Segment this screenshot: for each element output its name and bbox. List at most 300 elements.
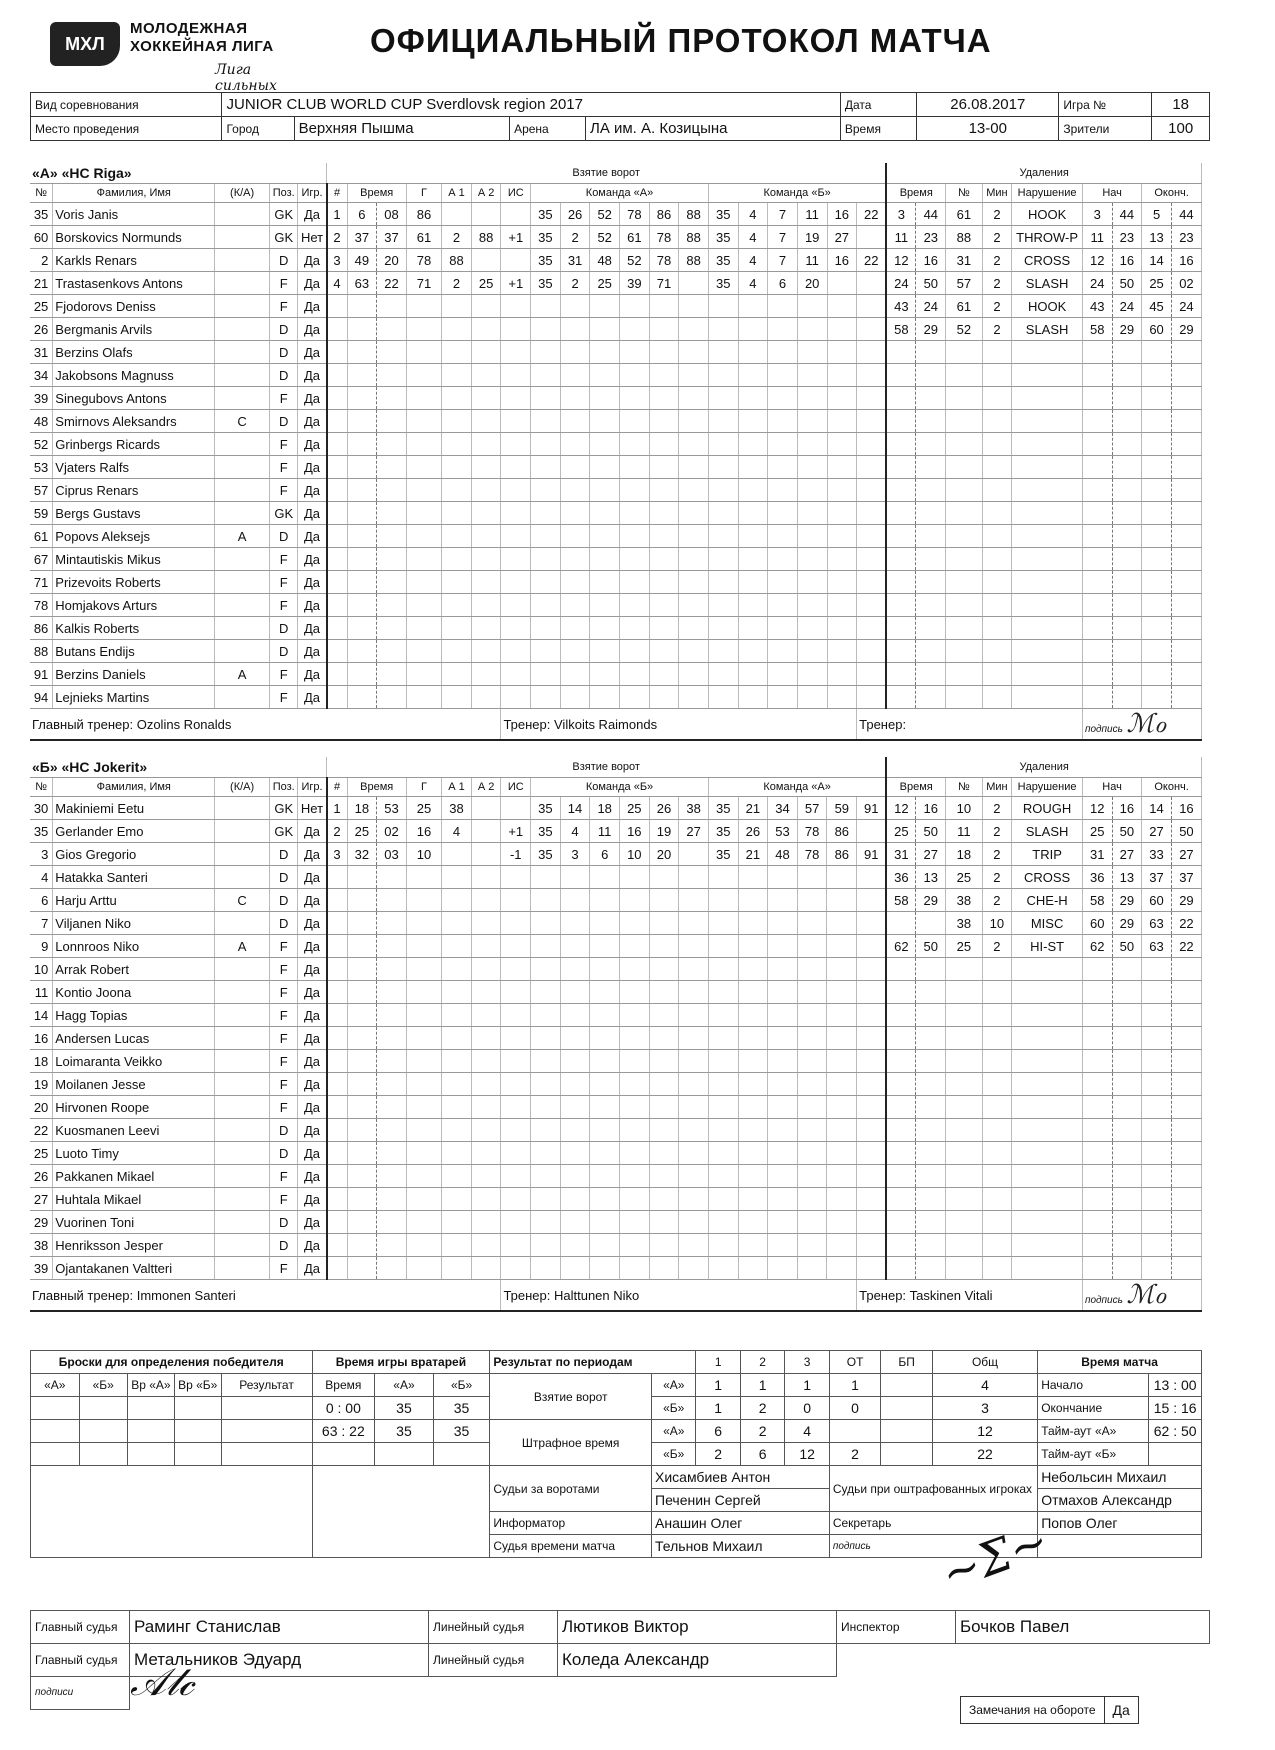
pen-player: 10 <box>946 797 982 820</box>
player-position: F <box>269 663 298 686</box>
pen-violation: CROSS <box>1012 866 1083 889</box>
ref2-label: Главный судья <box>31 1644 130 1677</box>
goals-a-p3: 1 <box>785 1374 829 1397</box>
player-plays: Да <box>298 1119 327 1142</box>
pen-minute: 24 <box>886 272 916 295</box>
pen-start-sec: 27 <box>1112 843 1142 866</box>
player-captain: C <box>215 889 270 912</box>
player-name: Popovs Aleksejs <box>53 525 215 548</box>
goal-minute: 6 <box>347 203 377 226</box>
city: Верхняя Пышма <box>294 117 510 141</box>
player-plays: Да <box>298 364 327 387</box>
col-plays: Игр. <box>298 778 327 797</box>
player-row <box>30 663 1202 686</box>
on-ice-a: 52 <box>620 249 650 272</box>
ref-sign-label: подписи <box>31 1677 130 1710</box>
gk-col-time: Время <box>312 1374 375 1397</box>
linesman1-label: Линейный судья <box>429 1611 558 1644</box>
player-captain <box>215 249 270 272</box>
goal-minute: 18 <box>347 797 377 820</box>
goal-assist-1: 4 <box>442 820 472 843</box>
notes-box <box>960 1696 1139 1724</box>
player-number: 34 <box>30 364 53 387</box>
pen-end-sec: 16 <box>1171 797 1201 820</box>
on-ice-a: 27 <box>679 820 709 843</box>
goal-situation: +1 <box>501 820 531 843</box>
player-position: F <box>269 1027 298 1050</box>
pen-end-min: 60 <box>1142 318 1172 341</box>
pen-end-min: 14 <box>1142 249 1172 272</box>
on-ice-b: 91 <box>857 797 887 820</box>
player-position: D <box>269 341 298 364</box>
player-name: Huhtala Mikael <box>53 1188 215 1211</box>
player-name: Henriksson Jesper <box>53 1234 215 1257</box>
pen-minutes: 10 <box>982 912 1012 935</box>
pim-a-p1: 6 <box>696 1420 740 1443</box>
pen-minutes: 2 <box>982 272 1012 295</box>
pen-second: 23 <box>916 226 946 249</box>
player-number: 30 <box>30 797 53 820</box>
col-name: Фамилия, Имя <box>53 184 215 203</box>
player-position: GK <box>269 226 298 249</box>
col-pen-start: Нач <box>1082 184 1141 203</box>
on-ice-b: 86 <box>827 843 857 866</box>
on-ice-a: 11 <box>590 820 620 843</box>
goal-minute: 63 <box>347 272 377 295</box>
player-position: F <box>269 1165 298 1188</box>
on-ice-a: 88 <box>679 249 709 272</box>
goals-team-b: «Б» <box>652 1397 696 1420</box>
coach-2-label: Тренер: <box>859 1287 907 1303</box>
goal-assist-1: 38 <box>442 797 472 820</box>
pim-label: Штрафное время <box>490 1420 652 1466</box>
player-name: Berzins Daniels <box>53 663 215 686</box>
pen-end-min: 37 <box>1142 866 1172 889</box>
timeout-a-label: Тайм-аут «А» <box>1038 1420 1149 1443</box>
player-position: F <box>269 935 298 958</box>
start-time: 13-00 <box>917 117 1059 141</box>
col-on-ice-a: Команда «А» <box>531 184 709 203</box>
pen-end-min: 14 <box>1142 797 1172 820</box>
on-ice-b: 35 <box>708 203 738 226</box>
player-number: 9 <box>30 935 53 958</box>
player-number: 71 <box>30 571 53 594</box>
on-ice-b <box>857 272 887 295</box>
pim-b-p1: 2 <box>696 1443 740 1466</box>
pen-end-sec: 37 <box>1171 866 1201 889</box>
player-position: F <box>269 594 298 617</box>
player-captain <box>215 203 270 226</box>
player-position: D <box>269 249 298 272</box>
player-captain <box>215 295 270 318</box>
player-name: Makiniemi Eetu <box>53 797 215 820</box>
pen-start-sec: 50 <box>1112 820 1142 843</box>
on-ice-b: 4 <box>738 226 768 249</box>
player-position: GK <box>269 820 298 843</box>
player-plays: Да <box>298 1004 327 1027</box>
match-info-table <box>30 92 1210 141</box>
venue-label: Место проведения <box>31 117 222 141</box>
player-number: 10 <box>30 958 53 981</box>
gk-col-b: «Б» <box>433 1374 490 1397</box>
player-row <box>30 1073 1202 1096</box>
player-plays: Да <box>298 1257 327 1280</box>
player-plays: Да <box>298 548 327 571</box>
goals-b-p3: 0 <box>785 1397 829 1420</box>
player-name: Kuosmanen Leevi <box>53 1119 215 1142</box>
on-ice-a: 35 <box>531 820 561 843</box>
on-ice-b: 78 <box>797 843 827 866</box>
player-name: Lonnroos Niko <box>53 935 215 958</box>
player-number: 67 <box>30 548 53 571</box>
player-row <box>30 387 1202 410</box>
player-captain: C <box>215 410 270 433</box>
pen-start-min: 24 <box>1082 272 1112 295</box>
pen-minute <box>886 912 916 935</box>
player-number: 20 <box>30 1096 53 1119</box>
goal-number: 3 <box>327 843 348 866</box>
coach-signature: ℳℴ <box>1126 1280 1167 1310</box>
coach-2: Taskinen Vitali <box>909 1287 993 1303</box>
pen-start-min: 12 <box>1082 797 1112 820</box>
player-plays: Нет <box>298 797 327 820</box>
on-ice-b <box>857 820 887 843</box>
col-ka: (К/А) <box>215 184 270 203</box>
on-ice-b: 19 <box>797 226 827 249</box>
col-a2: А 2 <box>471 778 501 797</box>
player-name: Kalkis Roberts <box>53 617 215 640</box>
match-time-label: Время матча <box>1038 1351 1202 1374</box>
pen-second <box>916 912 946 935</box>
player-number: 31 <box>30 341 53 364</box>
head-coach-label: Главный тренер: <box>32 1287 134 1303</box>
gk2-sec: 22 <box>349 1423 365 1439</box>
player-row <box>30 1188 1202 1211</box>
on-ice-b: 21 <box>738 843 768 866</box>
player-number: 91 <box>30 663 53 686</box>
pen-minutes: 2 <box>982 249 1012 272</box>
pen-violation: SLASH <box>1012 318 1083 341</box>
player-row <box>30 843 1202 866</box>
pen-violation: HI-ST <box>1012 935 1083 958</box>
referee-signature: 𝒜𝓁𝒸 <box>130 1660 194 1704</box>
on-ice-a: 35 <box>531 843 561 866</box>
pen-start-min: 62 <box>1082 935 1112 958</box>
col-no: № <box>30 184 53 203</box>
penalties-header: Удаления <box>886 163 1201 184</box>
player-plays: Да <box>298 686 327 709</box>
player-name: Fjodorovs Deniss <box>53 295 215 318</box>
linesman2-label: Линейный судья <box>429 1644 558 1677</box>
player-name: Lejnieks Martins <box>53 686 215 709</box>
pen-start-sec: 50 <box>1112 935 1142 958</box>
sign-label: подпись <box>1084 724 1123 735</box>
goal-minute: 32 <box>347 843 377 866</box>
player-captain <box>215 640 270 663</box>
pen-player: 25 <box>946 935 982 958</box>
goals-a-p2: 1 <box>740 1374 784 1397</box>
player-row <box>30 341 1202 364</box>
player-row <box>30 456 1202 479</box>
coach-1-label: Тренер: <box>503 1287 551 1303</box>
linesman-2: Коледа Александр <box>558 1644 837 1677</box>
goal-judges-label: Судьи за воротами <box>490 1466 652 1512</box>
player-plays: Да <box>298 272 327 295</box>
coach-1: Halttunen Niko <box>553 1287 640 1303</box>
goals-team-a: «А» <box>652 1374 696 1397</box>
game-no: 18 <box>1152 93 1210 117</box>
player-name: Hirvonen Roope <box>53 1096 215 1119</box>
pim-a-so <box>881 1420 933 1443</box>
goal-minute: 37 <box>347 226 377 249</box>
player-captain: A <box>215 663 270 686</box>
col-pen-no: № <box>946 778 982 797</box>
player-number: 86 <box>30 617 53 640</box>
player-row <box>30 1142 1202 1165</box>
goal-assist-2: 88 <box>471 226 501 249</box>
on-ice-b: 35 <box>708 249 738 272</box>
col-name: Фамилия, Имя <box>53 778 215 797</box>
player-number: 78 <box>30 594 53 617</box>
timekeeper-label: Судья времени матча <box>490 1535 652 1558</box>
pen-violation: MISC <box>1012 912 1083 935</box>
on-ice-b: 35 <box>708 820 738 843</box>
arena-label: Арена <box>510 117 586 141</box>
period-1: 1 <box>696 1351 740 1374</box>
pim-a-total: 12 <box>932 1420 1037 1443</box>
referee-2: Метальников Эдуард <box>130 1644 429 1677</box>
start-min: 13 <box>1153 1377 1170 1393</box>
player-plays: Да <box>298 410 327 433</box>
player-name: Mintautiskis Mikus <box>53 548 215 571</box>
on-ice-a: 35 <box>531 203 561 226</box>
player-position: D <box>269 617 298 640</box>
game-label: Игра № <box>1059 93 1152 117</box>
player-row <box>30 1165 1202 1188</box>
pen-start-sec: 29 <box>1112 889 1142 912</box>
secretary: Попов Олег <box>1038 1512 1202 1535</box>
player-position: GK <box>269 502 298 525</box>
player-name: Jakobsons Magnuss <box>53 364 215 387</box>
player-plays: Да <box>298 502 327 525</box>
pim-b-ot: 2 <box>829 1443 881 1466</box>
ref1-label: Главный судья <box>31 1611 130 1644</box>
col-time: Время <box>347 778 406 797</box>
player-number: 59 <box>30 502 53 525</box>
referee-1: Раминг Станислав <box>130 1611 429 1644</box>
linesman-1: Лютиков Виктор <box>558 1611 837 1644</box>
pen-minute: 62 <box>886 935 916 958</box>
goals-a-total: 4 <box>932 1374 1037 1397</box>
on-ice-a: 35 <box>531 272 561 295</box>
player-captain <box>215 1234 270 1257</box>
coach-1-label: Тренер: <box>503 716 551 732</box>
player-captain <box>215 548 270 571</box>
periods-label: Результат по периодам <box>490 1351 696 1374</box>
col-pen-min: Мин <box>982 778 1012 797</box>
goal-judge-1: Хисамбиев Антон <box>652 1466 830 1489</box>
goal-second: 08 <box>377 203 407 226</box>
player-plays: Да <box>298 571 327 594</box>
player-row <box>30 958 1202 981</box>
date: 26.08.2017 <box>917 93 1059 117</box>
col-pen-end: Оконч. <box>1142 184 1202 203</box>
pen-start-min: 36 <box>1082 866 1112 889</box>
pen-end-sec: 16 <box>1171 249 1201 272</box>
player-row <box>30 594 1202 617</box>
goal-second: 53 <box>377 797 407 820</box>
pim-a-p3: 4 <box>785 1420 829 1443</box>
player-position: D <box>269 1119 298 1142</box>
col-a1: А 1 <box>442 778 472 797</box>
player-position: F <box>269 1073 298 1096</box>
player-plays: Да <box>298 617 327 640</box>
player-name: Andersen Lucas <box>53 1027 215 1050</box>
player-row <box>30 640 1202 663</box>
player-captain <box>215 866 270 889</box>
player-position: F <box>269 1188 298 1211</box>
player-name: Gerlander Emo <box>53 820 215 843</box>
so-col-gkb: Вр «Б» <box>174 1374 221 1397</box>
pen-end-min: 13 <box>1142 226 1172 249</box>
pen-violation: HOOK <box>1012 203 1083 226</box>
goal-second: 20 <box>377 249 407 272</box>
period-total: Общ <box>932 1351 1037 1374</box>
pen-player: 88 <box>946 226 982 249</box>
pen-end-sec: 24 <box>1171 295 1201 318</box>
pen-violation: SLASH <box>1012 272 1083 295</box>
player-row <box>30 935 1202 958</box>
player-number: 3 <box>30 843 53 866</box>
period-3: 3 <box>785 1351 829 1374</box>
on-ice-b <box>827 272 857 295</box>
notes-label: Замечания на обороте <box>961 1697 1105 1724</box>
player-row <box>30 1050 1202 1073</box>
pen-minutes: 2 <box>982 820 1012 843</box>
goal-number: 4 <box>327 272 348 295</box>
player-plays: Да <box>298 820 327 843</box>
col-pen-start: Нач <box>1082 778 1141 797</box>
player-captain <box>215 981 270 1004</box>
pen-end-min: 63 <box>1142 935 1172 958</box>
player-name: Borskovics Normunds <box>53 226 215 249</box>
player-row <box>30 912 1202 935</box>
player-row <box>30 1119 1202 1142</box>
pen-violation: CHE-H <box>1012 889 1083 912</box>
player-number: 2 <box>30 249 53 272</box>
player-name: Bergs Gustavs <box>53 502 215 525</box>
player-captain <box>215 1050 270 1073</box>
on-ice-a: 19 <box>649 820 679 843</box>
player-captain <box>215 594 270 617</box>
player-number: 6 <box>30 889 53 912</box>
pen-start-sec: 13 <box>1112 866 1142 889</box>
player-plays: Да <box>298 663 327 686</box>
player-plays: Да <box>298 203 327 226</box>
pen-end-sec: 29 <box>1171 318 1201 341</box>
timeout-b-label: Тайм-аут «Б» <box>1038 1443 1149 1466</box>
goal-assist-1: 2 <box>442 226 472 249</box>
pen-player: 11 <box>946 820 982 843</box>
col-is: ИС <box>501 778 531 797</box>
pim-a-p2: 2 <box>740 1420 784 1443</box>
on-ice-b: 26 <box>738 820 768 843</box>
goal-minute: 49 <box>347 249 377 272</box>
player-captain <box>215 502 270 525</box>
on-ice-b: 35 <box>708 272 738 295</box>
gk2-a: 35 <box>375 1420 434 1443</box>
pen-minute: 11 <box>886 226 916 249</box>
player-captain <box>215 843 270 866</box>
on-ice-b: 35 <box>708 843 738 866</box>
player-number: 26 <box>30 1165 53 1188</box>
on-ice-b: 48 <box>768 843 798 866</box>
player-name: Ciprus Renars <box>53 479 215 502</box>
player-row <box>30 203 1202 226</box>
player-plays: Да <box>298 981 327 1004</box>
on-ice-b: 91 <box>857 843 887 866</box>
player-captain <box>215 1211 270 1234</box>
spectators-label: Зрители <box>1059 117 1152 141</box>
pen-minute: 58 <box>886 318 916 341</box>
head-coach: Immonen Santeri <box>136 1287 236 1303</box>
player-row <box>30 1257 1202 1280</box>
player-captain <box>215 1188 270 1211</box>
so-col-gka: Вр «А» <box>128 1374 175 1397</box>
gk1-a: 35 <box>375 1397 434 1420</box>
pen-minute: 25 <box>886 820 916 843</box>
col-a2: А 2 <box>471 184 501 203</box>
player-row <box>30 525 1202 548</box>
pen-player: 61 <box>946 295 982 318</box>
gk2-b: 35 <box>433 1420 490 1443</box>
pen-start-sec: 23 <box>1112 226 1142 249</box>
team-a-table <box>30 163 1202 741</box>
player-captain <box>215 433 270 456</box>
player-plays: Да <box>298 479 327 502</box>
penalties-header: Удаления <box>886 757 1201 778</box>
player-position: F <box>269 1050 298 1073</box>
coach-1: Vilkoits Raimonds <box>554 716 658 732</box>
player-captain: A <box>215 935 270 958</box>
end-sec: 16 <box>1181 1400 1197 1416</box>
player-row <box>30 1234 1202 1257</box>
player-captain <box>215 318 270 341</box>
on-ice-a: 48 <box>590 249 620 272</box>
inspector: Бочков Павел <box>956 1611 1210 1644</box>
player-row <box>30 272 1202 295</box>
on-ice-a: 18 <box>590 797 620 820</box>
player-row <box>30 479 1202 502</box>
player-plays: Да <box>298 1211 327 1234</box>
pen-minutes: 2 <box>982 203 1012 226</box>
player-position: D <box>269 1234 298 1257</box>
col-a1: А 1 <box>442 184 472 203</box>
player-plays: Да <box>298 318 327 341</box>
pen-end-sec: 44 <box>1171 203 1201 226</box>
goal-situation <box>501 203 531 226</box>
player-captain <box>215 341 270 364</box>
pen-end-min: 33 <box>1142 843 1172 866</box>
head-coach: Ozolins Ronalds <box>136 716 232 732</box>
pim-b-total: 22 <box>932 1443 1037 1466</box>
pen-start-sec: 29 <box>1112 912 1142 935</box>
player-number: 53 <box>30 456 53 479</box>
player-position: F <box>269 686 298 709</box>
player-number: 39 <box>30 1257 53 1280</box>
goal-number: 3 <box>327 249 348 272</box>
player-row <box>30 249 1202 272</box>
